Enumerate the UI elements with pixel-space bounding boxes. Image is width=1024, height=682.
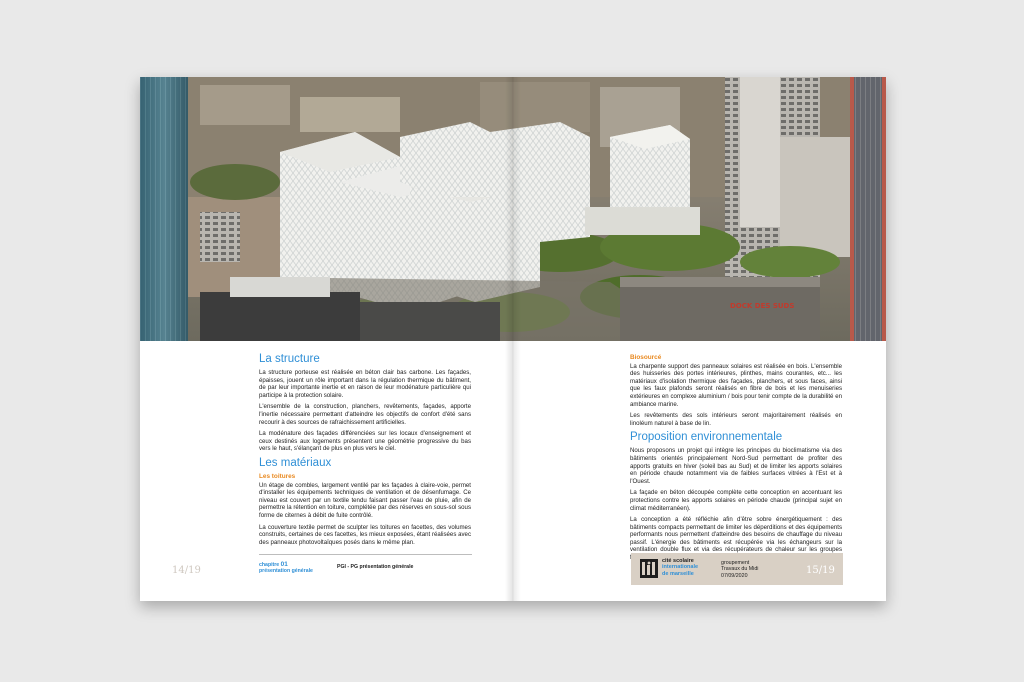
biosourced-subheading: Biosourcé — [630, 354, 662, 361]
structure-heading: La structure — [259, 353, 320, 365]
right-page-number: 15/19 — [806, 565, 835, 576]
school-name — [662, 558, 698, 577]
structure-paragraph: La structure porteuse est réalisée en béton clair bas carbone. Les façades, épaisses, jouent un rôle important dans la régulation thermique du bâtiment, de par leur importante inertie et en raison de leur modénature particulière qui participe à la protection solaire. — [259, 369, 471, 399]
group-date: 07/09/2020 — [721, 572, 748, 579]
chapter-title: présentation générale — [259, 568, 313, 575]
roofs-paragraph: La couverture textile permet de sculpter les toitures en facettes, des volumes construits, certaines de ces facettes, les mieux exposées, étant réalisées avec des panneaux photovoltaïques posés dans le même plan. — [259, 523, 471, 546]
brochure-spread — [140, 77, 886, 601]
section-code: PGI - PG présentation générale — [337, 564, 414, 570]
structure-paragraph: La modénature des façades différenciées sur les locaux d'enseignement et ceux destinés aux logements présentent une géométrie progressive du bas vers le haut, s'élançant de plus en plus vers le ciel. — [259, 430, 471, 453]
biosourced-paragraph: La charpente support des panneaux solaires est réalisée en bois. L'ensemble des huisseries des portes intérieures, plinthes, mains courantes, etc... les matériaux d'isolation thermique des façades, planchers, et sous faces, ainsi que les faux plafonds seront réalisés en fibre de bois et les menuiseries extérieures en complexe aluminium / bois pour tenir compte de la durabilité en ambiance marine. — [630, 362, 842, 408]
aerial-photo-illustration — [140, 77, 886, 341]
chapter-word: chapitre — [259, 562, 280, 568]
school-name-line2: internationale — [662, 564, 699, 571]
chapter-number: 01 — [280, 561, 288, 568]
school-logo-icon — [640, 559, 658, 578]
biosourced-paragraph: Les revêtements des sols intérieurs seront majoritairement réalisés en linoléum naturel à base de lin. — [630, 412, 842, 427]
environment-paragraph: Nous proposons un projet qui intègre les principes du bioclimatisme via des bâtiments orientés principalement Nord-Sud permettant de profiter des apports gratuits en hiver (soleil bas au Sud) et de limiter les apports solaires en période chaude notamment via de faibles surfaces vitrées à l'Est et à l'Ouest. — [630, 447, 842, 485]
roofs-subheading: Les toitures — [259, 472, 296, 480]
group-company: Travaux du Midi — [721, 566, 759, 573]
aerial-photo — [140, 77, 886, 341]
group-label: groupement — [721, 560, 750, 566]
chapter-label — [259, 562, 313, 575]
left-text-column — [259, 353, 471, 550]
group-info — [721, 560, 758, 579]
left-page-number: 14/19 — [172, 565, 201, 576]
footer-rule — [259, 554, 472, 555]
right-text-column — [630, 354, 842, 566]
dock-sign: DOCK DES SUDS — [730, 302, 795, 310]
environment-paragraph: La conception a été réfléchie afin d'être sobre énergétiquement : des bâtiments compacts permettant de limiter les déperditions et des équipements performants nous permettent d'atteindre des besoins de chauffage du niveau passif. L'énergie des bâtiments est récupérée via les échangeurs sur la ventilation double flux et via des récupérateurs de chaleur sur les groupes — [630, 516, 842, 554]
environment-paragraph: La façade en béton découpée complète cette conception en accentuant les protections contre les apports solaires en période chaude (principal sujet en climat méditerranéen). — [630, 489, 842, 512]
school-name-line1: cité scolaire — [662, 558, 694, 564]
structure-paragraph: L'ensemble de la construction, planchers, revêtements, façades, apporte l'inertie nécessaire permettant d'atteindre les objectifs de confort d'été sans recourir à des sources de rafraichissement artificielles. — [259, 403, 471, 426]
school-name-line3: de marseille — [662, 570, 694, 577]
roofs-paragraph: Un étage de combles, largement ventilé par les façades à claire-voie, permet d'installer les équipements techniques de ventilation et de désenfumage. Ce niveau est couvert par un textile tendu faisant passer l'eau de pluie, afin de permettre la rétention en toiture, complétée par des réserves en sous-sol sous forme de citernes à débit de fuite contrôlé. — [259, 481, 471, 519]
materials-heading: Les matériaux — [259, 456, 332, 469]
environment-heading: Proposition environnementale — [630, 431, 783, 444]
